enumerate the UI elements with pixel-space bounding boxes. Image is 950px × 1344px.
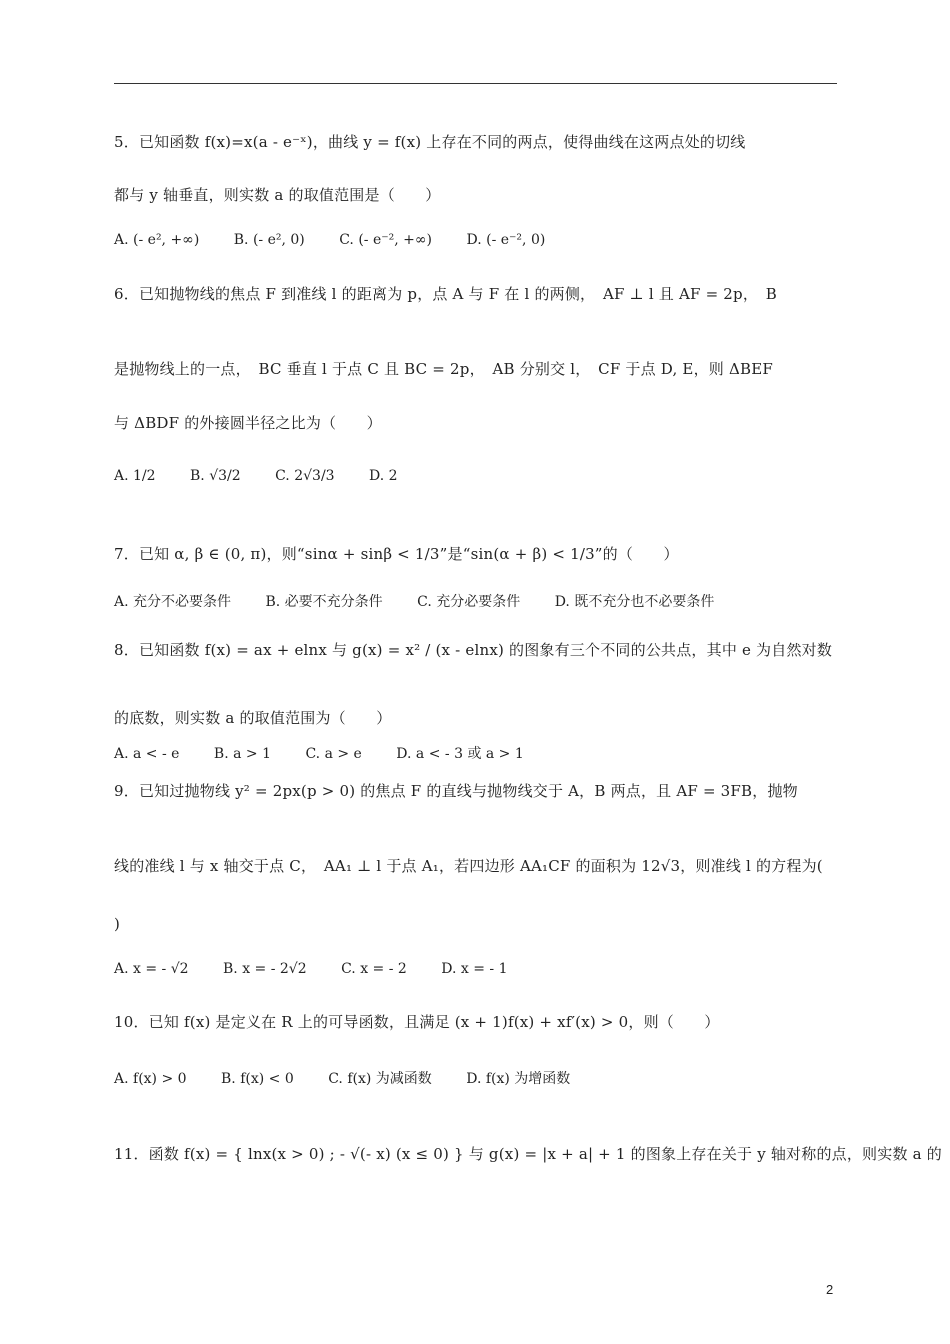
q9-options [114, 958, 840, 980]
q5-option-a: A. (- e², +∞) [114, 232, 200, 248]
q7-option-c: C. 充分必要条件 [417, 594, 521, 610]
q10-option-d: D. f(x) 为增函数 [466, 1071, 571, 1087]
q7-options [114, 591, 840, 613]
q9-option-d: D. x = - 1 [441, 961, 508, 977]
q6-line-2: 是抛物线上的一点， BC 垂直 l 于点 C 且 BC = 2p， AB 分别交 l， CF 于点 D, E，则 ΔBEF [114, 360, 773, 378]
q7-option-b: B. 必要不充分条件 [265, 594, 383, 610]
q5-line-2: 都与 y 轴垂直，则实数 a 的取值范围是（ ） [114, 186, 441, 204]
q11-line-1: 11．函数 f(x) = { lnx(x > 0) ; - √(- x) (x ≤ 0) } 与 g(x) = |x + a| + 1 的图象上存在关于 y 轴对称的点，则实数 a 的 [114, 1145, 942, 1163]
q9-line-1: 9．已知过抛物线 y² = 2px(p > 0) 的焦点 F 的直线与抛物线交于 A，B 两点，且 AF = 3FB，抛物 [114, 782, 798, 800]
header-rule [114, 83, 837, 84]
q8-option-d: D. a < - 3 或 a > 1 [396, 746, 524, 762]
q5-option-d: D. (- e⁻², 0) [466, 232, 546, 248]
q5-option-b: B. (- e², 0) [233, 232, 305, 248]
q10-options [114, 1068, 840, 1090]
q6-option-b: B. √3/2 [190, 468, 241, 484]
q5-options [114, 229, 840, 251]
q9-option-a: A. x = - √2 [114, 961, 189, 977]
q6-line-1: 6．已知抛物线的焦点 F 到准线 l 的距离为 p，点 A 与 F 在 l 的两侧， AF ⊥ l 且 AF = 2p， B [114, 285, 777, 303]
q10-option-c: C. f(x) 为减函数 [328, 1071, 432, 1087]
q6-option-a: A. 1/2 [114, 468, 156, 484]
q8-options [114, 743, 840, 765]
q9-line-2: 线的准线 l 与 x 轴交于点 C， AA₁ ⊥ l 于点 A₁，若四边形 AA₁CF 的面积为 12√3，则准线 l 的方程为( [114, 857, 823, 875]
q8-line-1: 8．已知函数 f(x) = ax + elnx 与 g(x) = x² / (x - elnx) 的图象有三个不同的公共点，其中 e 为自然对数 [114, 641, 833, 659]
q9-line-3: ) [114, 915, 121, 933]
q8-option-c: C. a > e [305, 746, 362, 762]
q8-option-b: B. a > 1 [213, 746, 271, 762]
page-number: 2 [826, 1282, 834, 1297]
q5-option-c: C. (- e⁻², +∞) [339, 232, 433, 248]
q7-line-1: 7．已知 α, β ∈ (0, π)，则“sinα + sinβ < 1/3”是“sin(α + β) < 1/3”的（ ） [114, 545, 679, 563]
q10-option-b: B. f(x) < 0 [221, 1071, 294, 1087]
q5-line-1: 5．已知函数 f(x)=x(a - e⁻ˣ)，曲线 y = f(x) 上存在不同的两点，使得曲线在这两点处的切线 [114, 133, 746, 151]
q6-options [114, 465, 840, 487]
q7-option-a: A. 充分不必要条件 [114, 594, 232, 610]
q6-option-d: D. 2 [369, 468, 398, 484]
q8-line-2: 的底数，则实数 a 的取值范围为（ ） [114, 709, 392, 727]
q6-option-c: C. 2√3/3 [275, 468, 335, 484]
q6-line-3: 与 ΔBDF 的外接圆半径之比为（ ） [114, 414, 382, 432]
q7-option-d: D. 既不充分也不必要条件 [554, 594, 715, 610]
q9-option-c: C. x = - 2 [341, 961, 407, 977]
q8-option-a: A. a < - e [114, 746, 180, 762]
q9-option-b: B. x = - 2√2 [223, 961, 307, 977]
q10-line-1: 10．已知 f(x) 是定义在 R 上的可导函数，且满足 (x + 1)f(x) + xf′(x) > 0，则（ ） [114, 1013, 720, 1031]
q10-option-a: A. f(x) > 0 [114, 1071, 187, 1087]
